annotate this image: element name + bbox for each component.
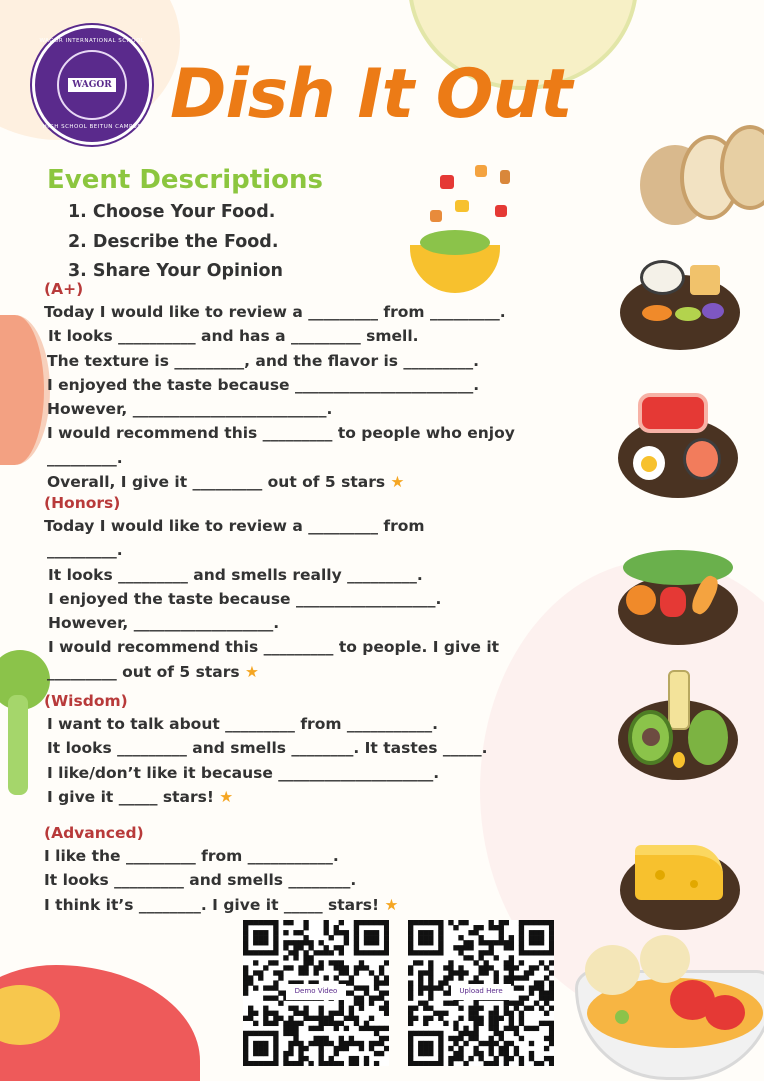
section-label-honors: (Honors) [44, 494, 121, 512]
template-line: I want to talk about _________ from ___________. [47, 715, 439, 733]
logo-top-text: WAGOR INTERNATIONAL SCHOOL [39, 38, 145, 44]
template-line: It looks _________ and smells ________. [44, 871, 357, 890]
template-line-text: I think it’s ________. I give it _____ stars! [44, 895, 380, 914]
section-label-wisdom: (Wisdom) [44, 692, 128, 710]
avocado-oil-icon [618, 700, 738, 780]
meat-and-egg-icon [618, 418, 738, 498]
template-line: _________. [47, 541, 123, 560]
template-line: I would recommend this _________ to people who enjoy [47, 424, 515, 443]
logo-name: WAGOR [68, 78, 116, 92]
qr-label-demo-video: Demo Video [286, 984, 346, 1000]
star-icon: ★ [390, 473, 405, 492]
template-line: Today I would like to review a _________ from _________. [44, 303, 506, 321]
template-line: I enjoyed the taste because __________________. [48, 589, 442, 608]
template-line: I would recommend this _________ to people. I give it [48, 638, 500, 657]
template-line: It looks _________ and smells really _________. [48, 565, 423, 584]
star-icon: ★ [384, 895, 399, 914]
template-line: _________. [47, 448, 123, 467]
section-label-advanced: (Advanced) [44, 824, 144, 842]
page-title: Dish It Out [170, 55, 572, 134]
template-line-text: Overall, I give it _________ out of 5 stars [47, 473, 386, 492]
section-wisdom [44, 690, 488, 809]
template-line [44, 470, 515, 494]
cheese-icon [620, 850, 740, 930]
qr-code-demo-video[interactable] [243, 920, 389, 1066]
event-step: 3. Share Your Opinion [68, 261, 283, 281]
template-line: The texture is _________, and the flavor is _________. [47, 351, 480, 370]
event-step: 1. Choose Your Food. [68, 202, 276, 222]
event-step: 2. Describe the Food. [68, 231, 279, 252]
rice-and-grain-icon [620, 275, 740, 350]
template-line: It looks _________ and smells ________. It tastes _____. [47, 739, 488, 758]
event-descriptions-heading: Event Descriptions [47, 165, 323, 195]
vegetables-icon [618, 575, 738, 645]
section-advanced [44, 822, 398, 917]
template-line: I like/don’t like it because ____________________. [47, 763, 440, 782]
template-line: I like the _________ from ___________. [44, 847, 339, 865]
template-line-text: _________ out of 5 stars [47, 662, 240, 681]
logo-bottom-text: HIGH SCHOOL BEITUN CAMPUS [42, 124, 142, 130]
event-steps-list [68, 198, 283, 287]
qr-label-upload: Upload Here [451, 984, 511, 1000]
section-honors [44, 492, 499, 684]
template-line: However, _________________________. [47, 400, 333, 419]
template-line: However, __________________. [48, 614, 280, 633]
school-logo [32, 25, 152, 145]
star-icon: ★ [244, 662, 259, 681]
template-line-text: I give it _____ stars! [47, 787, 214, 806]
qr-code-upload[interactable] [408, 920, 554, 1066]
salmon-icon [0, 315, 50, 465]
soup-icon [575, 940, 764, 1081]
template-line: Today I would like to review a _________ from [44, 517, 425, 535]
potato-icon [640, 125, 764, 225]
template-line [44, 893, 398, 917]
template-line [44, 785, 488, 809]
section-aplus [44, 278, 515, 494]
template-line: I enjoyed the taste because _______________________. [47, 375, 480, 394]
template-line [44, 660, 499, 684]
section-label-aplus: (A+) [44, 280, 84, 298]
template-line: It looks __________ and has a _________ smell. [48, 327, 419, 346]
star-icon: ★ [219, 787, 234, 806]
